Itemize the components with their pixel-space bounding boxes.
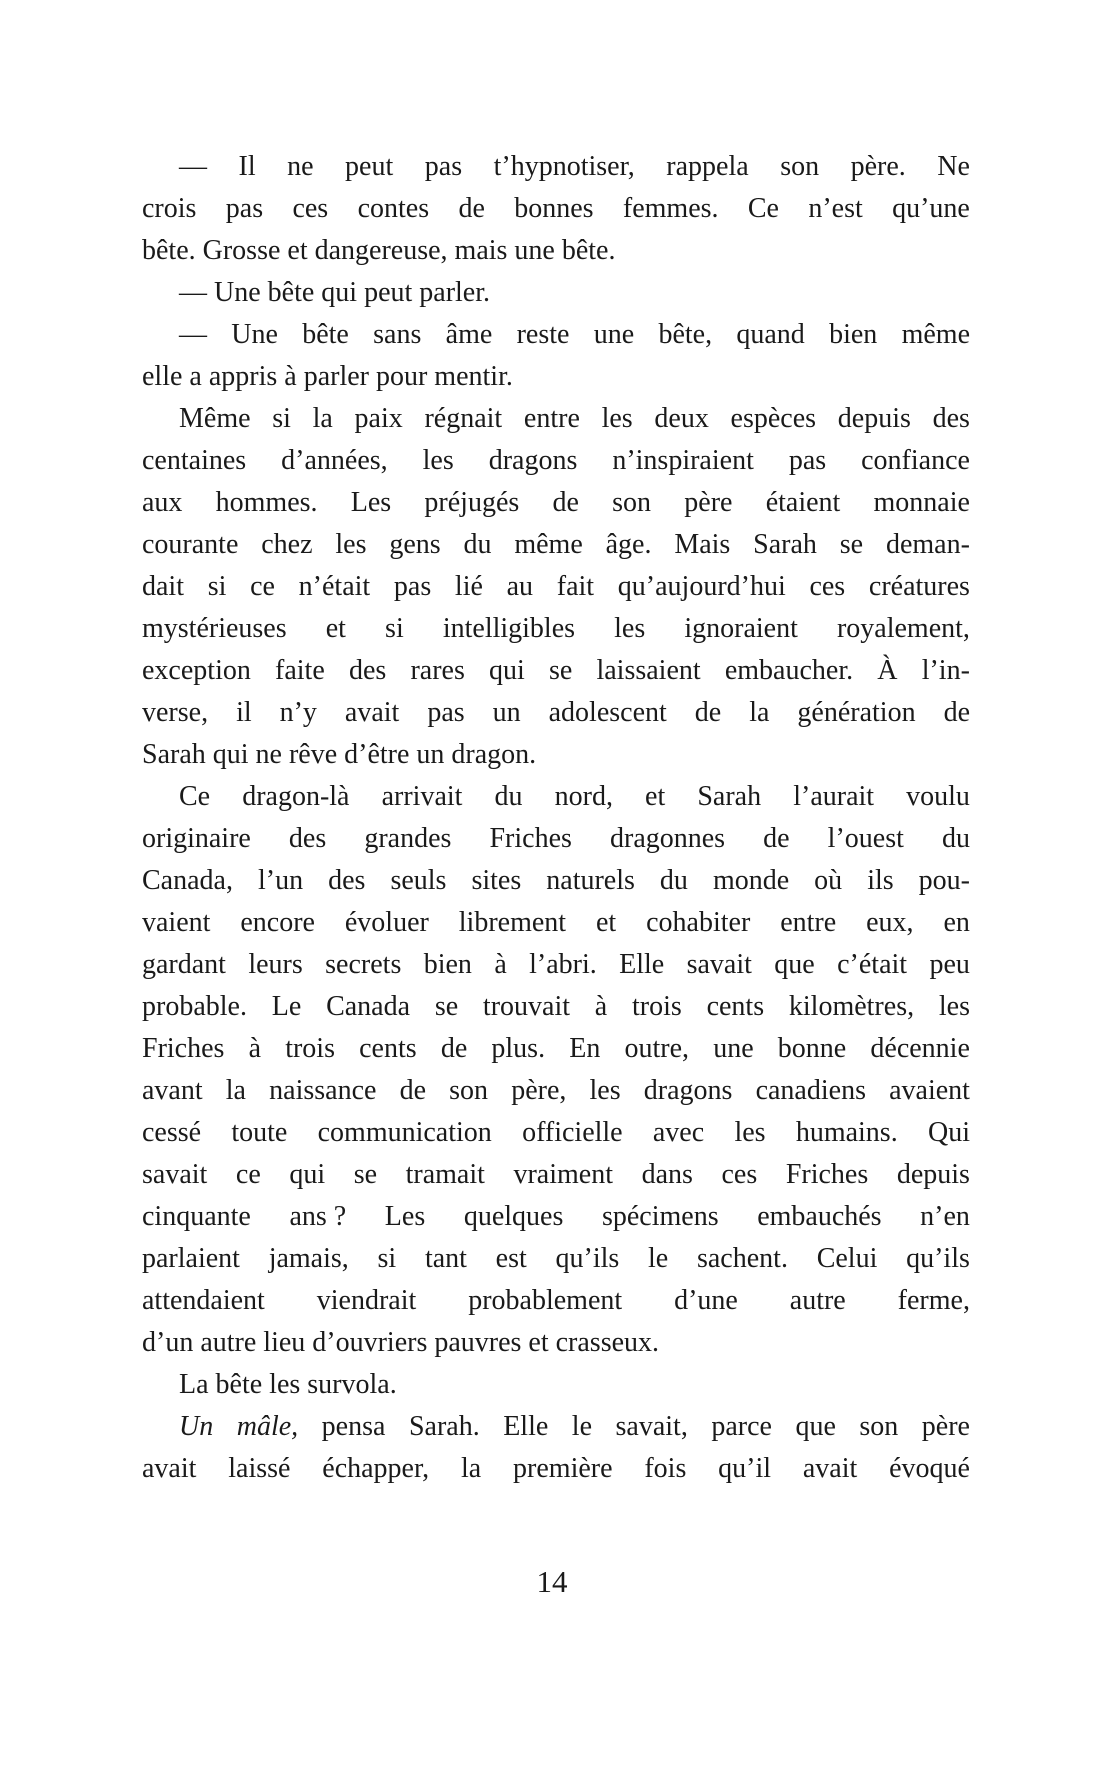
word: parce: [711, 1411, 772, 1442]
word: son: [612, 487, 652, 518]
word: Sarah: [753, 529, 817, 560]
word: Elle: [619, 949, 665, 980]
page-number: 14: [536, 1564, 568, 1599]
word: naturels: [546, 865, 635, 896]
word: quelques: [463, 1201, 564, 1232]
word: En: [569, 1033, 601, 1064]
word: première: [513, 1453, 613, 1484]
word: Ce: [179, 781, 211, 812]
word: Même: [179, 403, 251, 434]
word: t’hypnotiser,: [493, 151, 635, 182]
word: monde: [712, 865, 790, 896]
word: pensa: [321, 1411, 386, 1442]
word: leurs: [248, 949, 303, 980]
word: crois: [142, 193, 197, 224]
word: chez: [261, 529, 313, 560]
word: dragons: [488, 445, 578, 476]
word: du: [463, 529, 492, 560]
word: le: [648, 1243, 669, 1274]
word: n’y: [279, 697, 317, 728]
word: créatures: [868, 571, 970, 602]
word: des: [932, 403, 970, 434]
word: bien: [829, 319, 878, 350]
text-line: [142, 818, 970, 860]
word: tant: [424, 1243, 467, 1274]
word: n’inspiraient: [612, 445, 754, 476]
word: qu’aujourd’hui: [617, 571, 786, 602]
word: si: [385, 613, 404, 644]
word: ferme,: [897, 1285, 970, 1316]
text-line: [142, 566, 970, 608]
word: peu: [929, 949, 970, 980]
word: femmes.: [622, 193, 719, 224]
text-segment: — Une bête qui peut parler.: [179, 277, 491, 308]
word: intelligibles: [442, 613, 576, 644]
word: de: [763, 823, 790, 854]
text-segment: d’un autre lieu d’ouvriers pauvres et crasseux.: [142, 1327, 660, 1358]
word: jamais,: [268, 1243, 349, 1274]
word: secrets: [325, 949, 402, 980]
word: de: [440, 1033, 468, 1064]
word: la: [312, 403, 333, 434]
text-line: [142, 1028, 970, 1070]
word: gens: [389, 529, 441, 560]
word: même: [514, 529, 583, 560]
text-line: [142, 1364, 970, 1406]
text-line: [142, 398, 970, 440]
word: se: [353, 1159, 378, 1190]
word: pas: [393, 571, 432, 602]
word: eux,: [866, 907, 914, 938]
word: laissaient: [596, 655, 701, 686]
word: courante: [142, 529, 239, 560]
word: de: [458, 193, 485, 224]
word: est: [495, 1243, 527, 1274]
word: échapper,: [322, 1453, 430, 1484]
word: bien: [423, 949, 472, 980]
word: rappela: [666, 151, 749, 182]
word: de: [694, 697, 722, 728]
word: père.: [850, 151, 906, 182]
text-line: [142, 524, 970, 566]
word: entre: [780, 907, 837, 938]
word: les: [335, 529, 367, 560]
word: confiance: [861, 445, 970, 476]
word: bête: [302, 319, 349, 350]
word: voulu: [906, 781, 970, 812]
word: embauchés: [757, 1201, 882, 1232]
word: des: [328, 865, 366, 896]
word: âge.: [605, 529, 652, 560]
word: Mais: [674, 529, 731, 560]
text-line: [142, 230, 970, 272]
word: fois: [644, 1453, 687, 1484]
word: même: [901, 319, 970, 350]
word: paix: [354, 403, 403, 434]
word: officielle: [522, 1117, 623, 1148]
word: décennie: [870, 1033, 970, 1064]
word: ces: [809, 571, 846, 602]
body-text: [142, 146, 970, 1490]
word: avait: [802, 1453, 858, 1484]
text-line: [142, 608, 970, 650]
word: entre: [523, 403, 580, 434]
word: pou-: [918, 865, 970, 896]
word: parlaient: [142, 1243, 240, 1274]
word: les: [589, 1075, 621, 1106]
word: mystérieuses: [142, 613, 287, 644]
text-line: [142, 860, 970, 902]
word: librement: [458, 907, 567, 938]
word: l’aurait: [793, 781, 875, 812]
word: dans: [641, 1159, 693, 1190]
word: Qui: [927, 1117, 970, 1148]
word: ans ?: [289, 1201, 347, 1232]
word: se: [839, 529, 864, 560]
word: verse,: [142, 697, 209, 728]
text-line: [142, 356, 970, 398]
word: À: [877, 655, 898, 686]
word: faite: [275, 655, 325, 686]
word: ignoraient: [684, 613, 798, 644]
word: Les: [384, 1201, 426, 1232]
word: Elle: [503, 1411, 549, 1442]
word: une: [713, 1033, 754, 1064]
word: son: [449, 1075, 489, 1106]
word: sachent.: [696, 1243, 788, 1274]
word: lié: [454, 571, 483, 602]
word: du: [659, 865, 688, 896]
text-line: [142, 902, 970, 944]
word: centaines: [142, 445, 247, 476]
word: la: [749, 697, 770, 728]
word: les: [938, 991, 970, 1022]
word: bonnes: [514, 193, 594, 224]
word: dragonnes: [610, 823, 726, 854]
word: Canada: [326, 991, 411, 1022]
word: peut: [345, 151, 394, 182]
word: des: [288, 823, 327, 854]
word: père: [921, 1411, 970, 1442]
text-line: [142, 1406, 970, 1448]
word: du: [941, 823, 970, 854]
word: Friches: [489, 823, 572, 854]
word: probablement: [468, 1285, 623, 1316]
word: gardant: [142, 949, 226, 980]
word: dragon-là: [242, 781, 350, 812]
word: en: [943, 907, 970, 938]
word: avaient: [889, 1075, 970, 1106]
word: qu’une: [892, 193, 970, 224]
word: l’ouest: [827, 823, 904, 854]
word: à: [494, 949, 507, 980]
word: humains.: [795, 1117, 898, 1148]
word: adolescent: [548, 697, 667, 728]
word: kilomètres,: [788, 991, 915, 1022]
word: pas: [788, 445, 827, 476]
word: contes: [357, 193, 430, 224]
word: espèces: [730, 403, 817, 434]
word: régnait: [424, 403, 503, 434]
word: quand: [736, 319, 805, 350]
text-line: [142, 1070, 970, 1112]
word: se: [548, 655, 573, 686]
word: dragons: [643, 1075, 733, 1106]
word: vraiment: [513, 1159, 613, 1190]
word: évoqué: [889, 1453, 970, 1484]
word: depuis: [837, 403, 911, 434]
word: communication: [317, 1117, 492, 1148]
word: reste: [516, 319, 570, 350]
text-line: [142, 1238, 970, 1280]
text-line: [142, 272, 970, 314]
word: Une: [231, 319, 278, 350]
word: ces: [721, 1159, 758, 1190]
word: autre: [789, 1285, 846, 1316]
word: savait: [142, 1159, 208, 1190]
word: vaient: [142, 907, 211, 938]
word: et: [325, 613, 346, 644]
word: les: [601, 403, 633, 434]
text-segment: Sarah qui ne rêve d’être un dragon.: [142, 739, 537, 770]
text-line: [142, 1154, 970, 1196]
word: mâle,: [236, 1411, 299, 1442]
word: avant: [142, 1075, 203, 1106]
word: Sarah: [697, 781, 762, 812]
word: cents: [706, 991, 765, 1022]
word: si: [207, 571, 227, 602]
text-line: [142, 482, 970, 524]
word: viendrait: [316, 1285, 417, 1316]
word: qu’ils: [906, 1243, 970, 1274]
word: du: [494, 781, 523, 812]
text-line: [142, 776, 970, 818]
word: aux: [142, 487, 183, 518]
text-segment: La bête les survola.: [179, 1369, 397, 1400]
word: —: [179, 319, 207, 350]
text-line: [142, 650, 970, 692]
word: il: [236, 697, 252, 728]
word: et: [595, 907, 617, 938]
word: seuls: [390, 865, 447, 896]
word: se: [434, 991, 459, 1022]
word: que: [774, 949, 815, 980]
word: Ce: [747, 193, 779, 224]
word: grandes: [364, 823, 452, 854]
text-line: [142, 734, 970, 776]
word: pas: [424, 151, 463, 182]
word: à: [248, 1033, 262, 1064]
word: la: [225, 1075, 246, 1106]
word: depuis: [896, 1159, 970, 1190]
text-line: [142, 1112, 970, 1154]
word: où: [814, 865, 843, 896]
word: c’était: [837, 949, 908, 980]
word: son: [859, 1411, 899, 1442]
word: rares: [410, 655, 465, 686]
word: probable.: [142, 991, 247, 1022]
word: à: [594, 991, 608, 1022]
word: évoluer: [344, 907, 429, 938]
word: Canada,: [142, 865, 233, 896]
text-line: [142, 1322, 970, 1364]
word: originaire: [142, 823, 251, 854]
word: arrivait: [381, 781, 463, 812]
word: ce: [235, 1159, 261, 1190]
word: d’une: [674, 1285, 738, 1316]
word: étaient: [765, 487, 841, 518]
word: bonne: [777, 1033, 847, 1064]
word: avait: [142, 1453, 197, 1484]
word: préjugés: [424, 487, 520, 518]
word: n’en: [920, 1201, 970, 1232]
word: sites: [471, 865, 522, 896]
text-line: [142, 188, 970, 230]
word: pas: [225, 193, 264, 224]
word: si: [272, 403, 291, 434]
word: toute: [231, 1117, 288, 1148]
text-line: [142, 440, 970, 482]
word: âme: [445, 319, 493, 350]
word: qu’il: [718, 1453, 772, 1484]
word: cohabiter: [646, 907, 751, 938]
text-line: [142, 692, 970, 734]
word: deman-: [885, 529, 970, 560]
word: cents: [359, 1033, 417, 1064]
word: qui: [489, 655, 525, 686]
word: fait: [556, 571, 595, 602]
word: dait: [142, 571, 184, 602]
word: l’abri.: [529, 949, 597, 980]
word: ne: [287, 151, 314, 182]
text-line: [142, 986, 970, 1028]
word: trouvait: [482, 991, 571, 1022]
word: embaucher.: [724, 655, 854, 686]
word: —: [179, 151, 207, 182]
word: Friches: [785, 1159, 869, 1190]
word: les: [734, 1117, 766, 1148]
word: au: [506, 571, 534, 602]
text-segment: bête. Grosse et dangereuse, mais une bête.: [142, 235, 616, 266]
word: n’était: [298, 571, 371, 602]
word: qu’ils: [555, 1243, 620, 1274]
word: la: [461, 1453, 482, 1484]
word: trois: [285, 1033, 335, 1064]
word: ces: [292, 193, 329, 224]
text-line: [142, 146, 970, 188]
word: l’un: [257, 865, 304, 896]
word: Ne: [937, 151, 970, 182]
word: les: [422, 445, 454, 476]
word: cinquante: [142, 1201, 251, 1232]
text-line: [142, 1448, 970, 1490]
word: de: [399, 1075, 427, 1106]
word: attendaient: [142, 1285, 265, 1316]
word: hommes.: [215, 487, 318, 518]
word: de: [943, 697, 970, 728]
word: cessé: [142, 1117, 202, 1148]
word: encore: [240, 907, 315, 938]
word: savait: [686, 949, 752, 980]
word: le: [571, 1411, 593, 1442]
word: trois: [632, 991, 682, 1022]
word: tramait: [405, 1159, 485, 1190]
word: qui: [289, 1159, 326, 1190]
word: royalement,: [836, 613, 970, 644]
word: l’in-: [921, 655, 970, 686]
word: nord,: [554, 781, 613, 812]
word: génération: [797, 697, 916, 728]
word: une: [593, 319, 635, 350]
word: Friches: [142, 1033, 225, 1064]
word: Il: [238, 151, 256, 182]
word: ils: [867, 865, 894, 896]
word: bête,: [658, 319, 713, 350]
word: naissance: [269, 1075, 377, 1106]
word: des: [348, 655, 387, 686]
word: père: [684, 487, 733, 518]
word: et: [645, 781, 666, 812]
word: savait,: [615, 1411, 688, 1442]
text-segment: elle a appris à parler pour mentir.: [142, 361, 513, 392]
text-line: [142, 314, 970, 356]
word: son: [780, 151, 820, 182]
word: exception: [142, 655, 251, 686]
word: sans: [373, 319, 422, 350]
word: n’est: [808, 193, 863, 224]
word: de: [552, 487, 579, 518]
word: Le: [271, 991, 302, 1022]
text-line: [142, 1280, 970, 1322]
word: avait: [344, 697, 400, 728]
word: que: [795, 1411, 836, 1442]
word: si: [377, 1243, 397, 1274]
word: Les: [350, 487, 392, 518]
word: avec: [652, 1117, 705, 1148]
word: spécimens: [601, 1201, 719, 1232]
word: laissé: [228, 1453, 291, 1484]
word: d’années,: [281, 445, 388, 476]
word: monnaie: [873, 487, 970, 518]
text-line: [142, 1196, 970, 1238]
word: Sarah.: [408, 1411, 480, 1442]
word: Un: [179, 1411, 214, 1442]
word: pas: [427, 697, 465, 728]
text-line: [142, 944, 970, 986]
word: plus.: [491, 1033, 546, 1064]
word: ce: [250, 571, 275, 602]
word: outre,: [624, 1033, 690, 1064]
word: canadiens: [755, 1075, 866, 1106]
word: Celui: [816, 1243, 878, 1274]
word: un: [492, 697, 521, 728]
word: les: [614, 613, 646, 644]
word: père,: [511, 1075, 567, 1106]
word: deux: [654, 403, 709, 434]
